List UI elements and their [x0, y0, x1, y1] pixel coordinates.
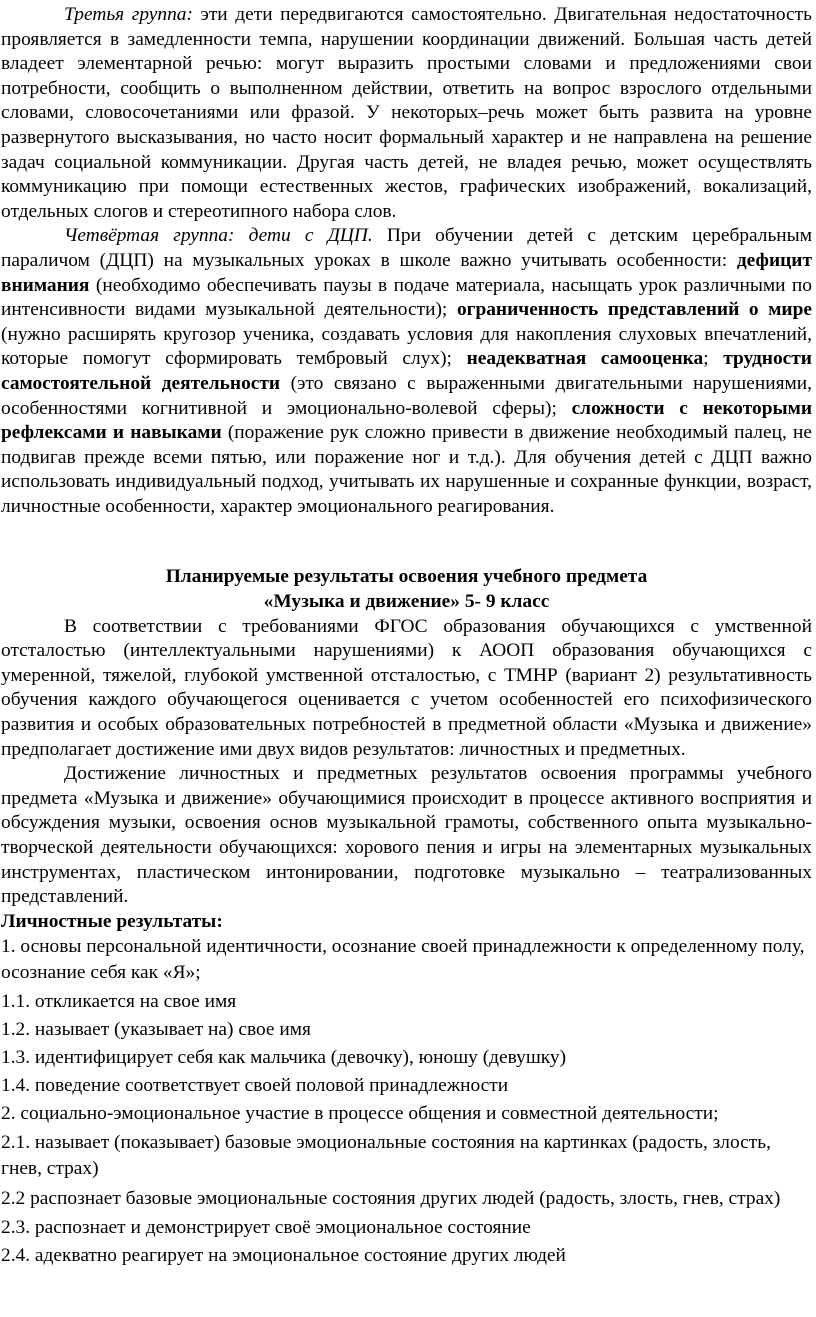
paragraph-fgos: В соответствии с требованиями ФГОС образования обучающихся с умственной отсталостью (интеллектуальными нарушениями) к АООП образования обучающихся с умеренной, тяжелой, глубокой умственной отсталостью, с ТМНР (вариант 2) результативность обучения каждого обучающегося оценивается с учетом особенностей его психофизического развития и особых образовательных потребностей в предметной области «Музыка и движение» предполагает достижение ими двух видов результатов: личностных и предметных.	[1, 615, 812, 760]
bold-term: дефицит внимания	[1, 249, 812, 296]
list-item: 2.2 распознает базовые эмоциональные состояния других людей (радость, злость, гнев, страх)	[1, 1187, 781, 1209]
bold-term: сложности с некоторыми рефлексами и навыками	[1, 397, 812, 444]
group-label: Четвёртая группа: дети с ДЦП.	[64, 225, 373, 247]
list-item: 2.4. адекватно реагирует на эмоциональное состояние других людей	[1, 1244, 566, 1266]
paragraph-achievement: Достижение личностных и предметных результатов освоения программы учебного предмета «Музыка и движение» обучающимися происходит в процессе активного восприятия и обсуждения музыки, освоения основ музыкальной грамоты, собственного опыта музыкально-творческой деятельности обучающихся: хорового пения и игры на элементарных музыкальных инструментах, пластическом интонировании, подготовке музыкально – театрализованных представлений.	[1, 763, 812, 908]
list-item: 2.3. распознает и демонстрирует своё эмоциональное состояние	[1, 1216, 531, 1238]
list-item: 1.4. поведение соответствует своей половой принадлежности	[1, 1074, 509, 1096]
list-item: 2. социально-эмоциональное участие в процессе общения и совместной деятельности;	[1, 1102, 719, 1124]
paragraph-third-group	[1, 3, 812, 224]
paragraph-fourth-group	[1, 224, 812, 519]
section-heading-line-2: «Музыка и движение» 5- 9 класс	[263, 591, 550, 613]
paragraph-text: (поражение рук сложно привести в движение необходимый палец, не подвигав прежде всеми пятью, или поражение ног и т.д.). Для обучения детей с ДЦП важно использовать индивидуальный подход, учитывать их нарушенные и сохранные функции, возраст, личностные особенности, характер эмоционального реагирования.	[1, 422, 812, 517]
paragraph-text: При обучении детей с детским церебральным параличом (ДЦП) на музыкальных уроках в школе важно учитывать особенности:	[1, 225, 812, 271]
bold-term: трудности самостоятельной деятельности	[1, 348, 812, 394]
personal-results-title: Личностные результаты:	[1, 910, 223, 932]
bold-term: ограниченность представлений о мире	[456, 299, 812, 321]
group-label: Третья группа:	[64, 4, 193, 25]
list-item: 1.1. откликается на свое имя	[1, 990, 237, 1012]
list-item: 1.3. идентифицирует себя как мальчика (девочку), юношу (девушку)	[1, 1046, 567, 1068]
list-item: 1. основы персональной идентичности, осознание своей принадлежности к определенному полу, осознание себя как «Я»;	[1, 935, 805, 983]
paragraph-text: эти дети передвигаются самостоятельно. Двигательная недостаточность проявляется в замедленности темпа, нарушении координации движений. Большая часть детей владеет элементарной речью: могут выразить простыми словами и предложениями свои потребности, сообщить о выполненном действии, ответить на вопрос взрослого отдельными словами, словосочетаниями или фразой. У некоторых–речь может быть развита на уровне развернутого высказывания, но часто носит формальный характер и не направлена на решение задач социальной коммуникации. Другая часть детей, не владея речью, может осуществлять коммуникацию при помощи естественных жестов, графических изображений, вокализаций, отдельных слогов и стереотипного набора слов.	[1, 4, 812, 222]
list-item: 1.2. называет (указывает на) свое имя	[1, 1018, 311, 1040]
section-heading-line-1: Планируемые результаты освоения учебного предмета	[165, 566, 648, 588]
paragraph-text: (необходимо обеспечивать паузы в подаче материала, насыщать урок различными по интенсивности видами музыкальной деятельности);	[1, 274, 812, 321]
bold-term: неадекватная самооценка	[466, 348, 704, 370]
list-item: 2.1. называет (показывает) базовые эмоциональные состояния на картинках (радость, злость, гнев, страх)	[1, 1131, 771, 1179]
paragraph-text: (нужно расширять кругозор ученика, создавать условия для накопления слуховых впечатлений, которые помогут сформировать тембровый слух);	[1, 323, 812, 370]
paragraph-text: ;	[703, 348, 724, 370]
paragraph-text: (это связано с выраженными двигательными нарушениями, особенностями когнитивной и эмоционально-волевой сферы);	[1, 372, 813, 419]
